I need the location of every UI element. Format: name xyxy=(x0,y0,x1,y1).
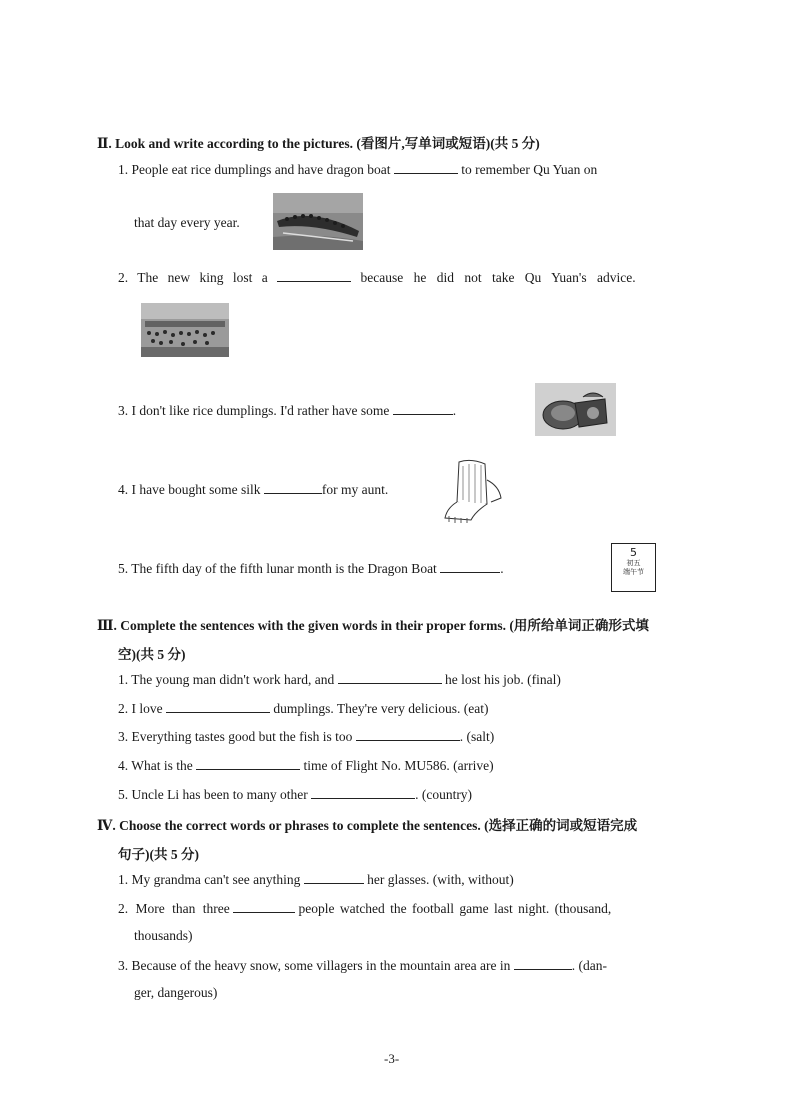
s2-q3-blank[interactable] xyxy=(393,402,453,415)
s3-q3-text-2: . (salt) xyxy=(459,729,495,744)
dragon-boat-race-image xyxy=(273,193,363,250)
s4-q3-text: 3. Because of the heavy snow, some villagers in the mountain area are in xyxy=(118,958,511,973)
section-2-heading: Ⅱ. Look and write according to the pictures. (看图片,写单词或短语)(共 5 分) xyxy=(97,136,540,151)
s2-q5-text: 5. The fifth day of the fifth lunar month is the Dragon Boat xyxy=(118,561,437,576)
s3-q2-text: 2. I love xyxy=(118,701,163,716)
s3-q4-text-2: time of Flight No. MU586. (arrive) xyxy=(303,758,494,773)
section-4-heading: Ⅳ. Choose the correct words or phrases to complete the sentences. (选择正确的词或短语完成 xyxy=(97,818,638,833)
s3-q5-blank[interactable] xyxy=(311,786,415,799)
calendar-day-number: 5 xyxy=(630,546,637,559)
s3-q4-text: 4. What is the xyxy=(118,758,193,773)
s3-q3-blank[interactable] xyxy=(356,728,460,741)
s3-question-3 xyxy=(118,728,494,745)
s2-q5-blank[interactable] xyxy=(440,560,500,573)
s2-q3-text: 3. I don't like rice dumplings. I'd rather have some xyxy=(118,403,390,418)
s2-q3-period: . xyxy=(452,403,457,418)
section-4-heading-cont: 句子)(共 5 分) xyxy=(118,847,199,862)
s2-q1-blank[interactable] xyxy=(394,161,458,174)
s2-q4-text: 4. I have bought some silk xyxy=(118,482,261,497)
s2-q1-continuation: that day every year. xyxy=(134,215,240,230)
s4-q2-continuation: thousands) xyxy=(134,928,193,943)
s2-q1-text: 1. People eat rice dumplings and have dragon boat xyxy=(118,162,391,177)
calendar-lunar-date: 初五 xyxy=(626,559,641,567)
battle-army-image xyxy=(141,303,229,357)
s2-q4-text-2: for my aunt. xyxy=(321,482,389,497)
s2-q2-blank[interactable] xyxy=(277,269,351,282)
s3-q2-text-2: dumplings. They're very delicious. (eat) xyxy=(273,701,489,716)
s4-question-2 xyxy=(118,900,611,917)
s4-q3-text-2: . (dan- xyxy=(571,958,607,973)
s3-q3-text: 3. Everything tastes good but the fish is too xyxy=(118,729,353,744)
s2-question-1 xyxy=(118,161,597,178)
s4-q1-text-2: her glasses. (with, without) xyxy=(367,872,514,887)
s2-q4-blank[interactable] xyxy=(264,481,322,494)
calendar-dragon-boat-festival xyxy=(611,543,656,592)
s3-q1-text: 1. The young man didn't work hard, and xyxy=(118,672,335,687)
section-3-heading-cont: 空)(共 5 分) xyxy=(118,647,186,662)
s4-q2-text: 2. More than three xyxy=(118,901,230,916)
mooncakes-image xyxy=(535,383,616,436)
s3-q5-text: 5. Uncle Li has been to many other xyxy=(118,787,308,802)
s3-question-1 xyxy=(118,671,561,688)
section-3-heading: Ⅲ. Complete the sentences with the given words in their proper forms. (用所给单词正确形式填 xyxy=(97,618,649,633)
s2-q2-text: 2. The new king lost a xyxy=(118,270,268,285)
s2-q2-text-2: because he did not take Qu Yuan's advice. xyxy=(360,270,636,285)
calendar-festival-name: 端午节 xyxy=(623,568,644,576)
s2-q1-text-2: to remember Qu Yuan on xyxy=(461,162,598,177)
s3-question-2 xyxy=(118,700,489,717)
s2-question-4 xyxy=(118,481,388,498)
s3-q2-blank[interactable] xyxy=(166,700,270,713)
s4-q3-blank[interactable] xyxy=(514,957,572,970)
s4-question-3 xyxy=(118,957,607,974)
s4-q3-continuation: ger, dangerous) xyxy=(134,985,218,1000)
s3-q1-blank[interactable] xyxy=(338,671,442,684)
s2-q5-period: . xyxy=(500,561,504,576)
silk-scarf-image xyxy=(441,456,505,524)
s3-q5-text-2: . (country) xyxy=(415,787,473,802)
page-number: -3- xyxy=(384,1051,400,1066)
s4-q1-text: 1. My grandma can't see anything xyxy=(118,872,301,887)
s3-question-5 xyxy=(118,786,472,803)
s3-q4-blank[interactable] xyxy=(196,757,300,770)
s4-q2-blank[interactable] xyxy=(233,900,295,913)
s3-q1-text-2: he lost his job. (final) xyxy=(445,672,561,687)
s4-q1-blank[interactable] xyxy=(304,871,364,884)
s4-question-1 xyxy=(118,871,514,888)
s2-question-3 xyxy=(118,402,456,419)
s2-question-5 xyxy=(118,560,504,577)
s4-q2-text-2: people watched the football game last night. (thousand, xyxy=(298,901,612,916)
s2-question-2 xyxy=(118,269,636,286)
s3-question-4 xyxy=(118,757,494,774)
